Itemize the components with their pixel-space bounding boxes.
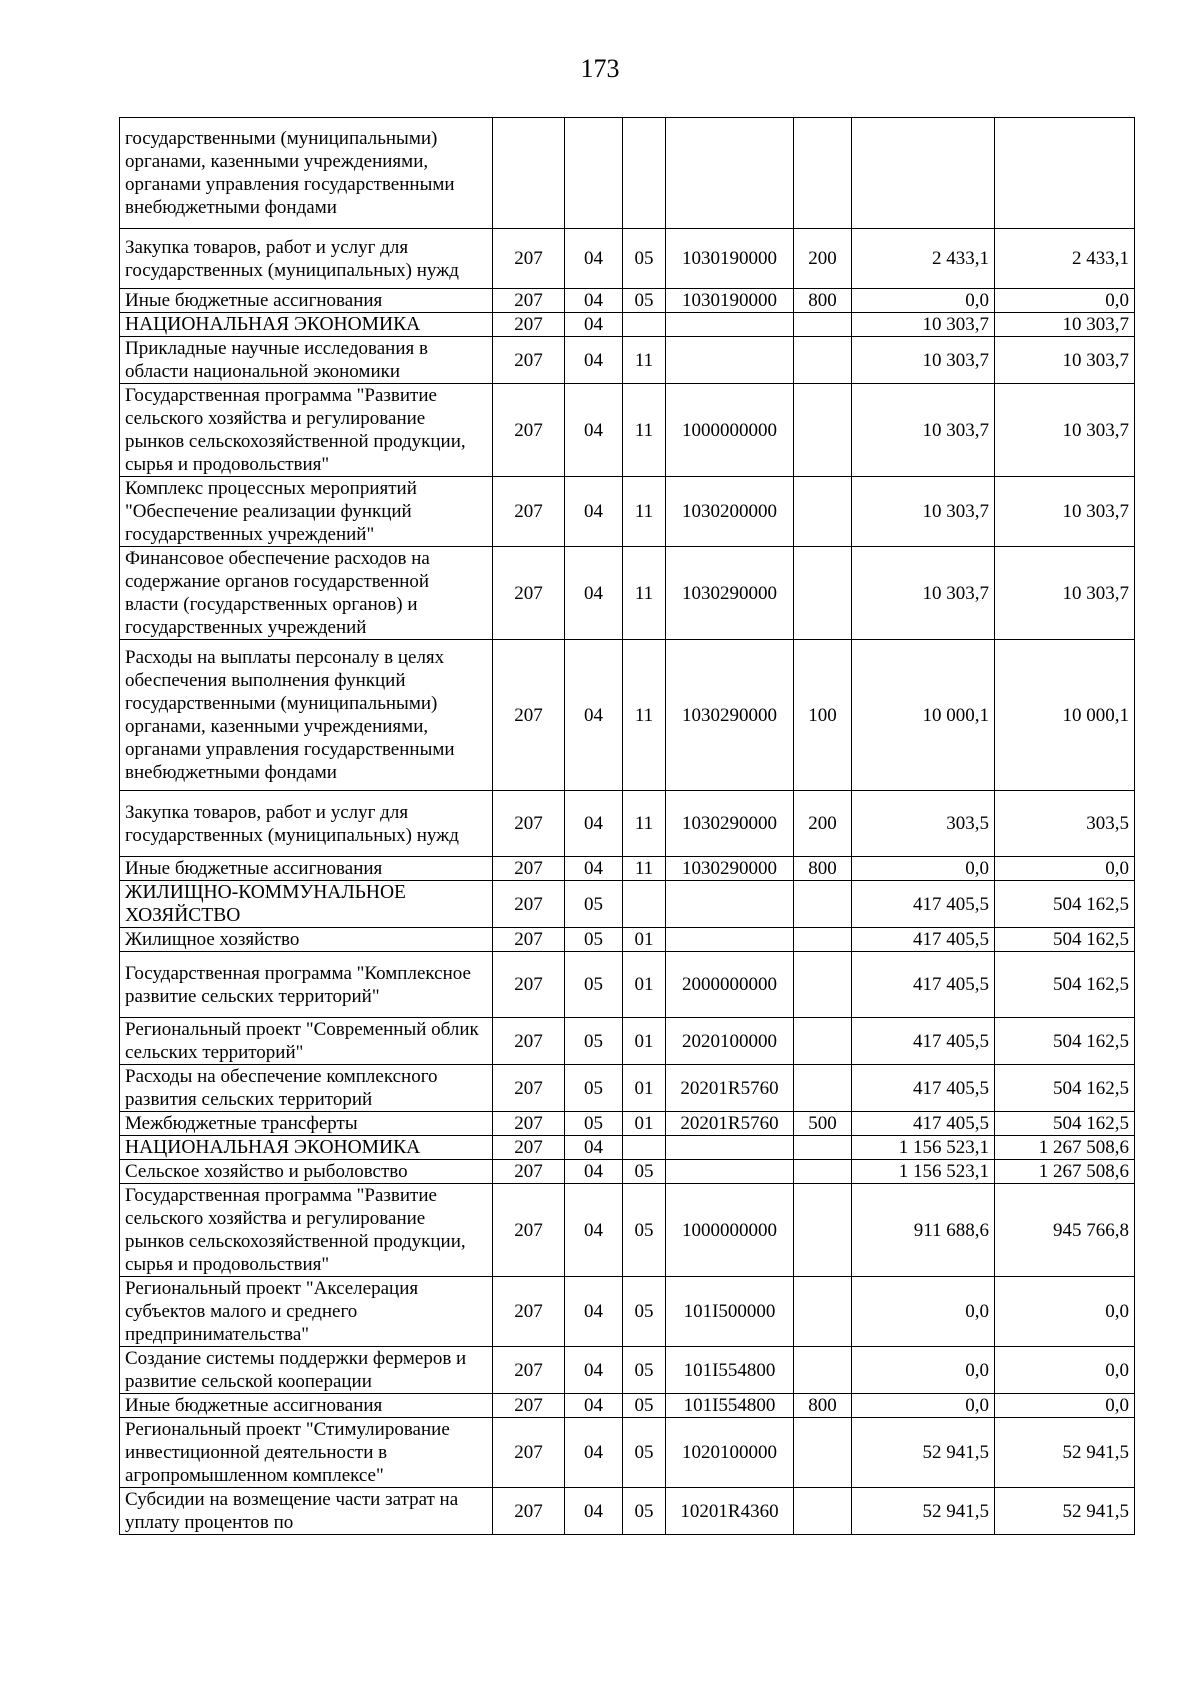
row-sum-first: 0,0: [852, 1347, 995, 1394]
row-expense-type: [794, 1018, 852, 1065]
row-sum-second: 1 267 508,6: [995, 1136, 1135, 1160]
row-subsection-code: 01: [623, 1018, 666, 1065]
row-section-code: 04: [565, 640, 623, 791]
row-name: Региональный проект "Современный облик сельских территорий": [120, 1018, 493, 1065]
row-admin-code: 207: [493, 477, 565, 547]
row-section-code: 04: [565, 384, 623, 477]
row-sum-first: 303,5: [852, 791, 995, 857]
row-name: Расходы на выплаты персоналу в целях обеспечения выполнения функций государственными (муниципальными) органами, казенными учреждениями, органами управления государственными внебюджетными фондами: [120, 640, 493, 791]
row-sum-second: 504 162,5: [995, 1018, 1135, 1065]
row-sum-second: 52 941,5: [995, 1488, 1135, 1535]
row-section-code: 04: [565, 313, 623, 337]
table-row: [120, 1488, 1135, 1535]
row-target-code: 101I554800: [666, 1394, 794, 1418]
row-section-code: 04: [565, 791, 623, 857]
row-name: Региональный проект "Акселерация субъектов малого и среднего предпринимательства": [120, 1277, 493, 1347]
row-sum-first: 911 688,6: [852, 1184, 995, 1277]
row-section-code: 04: [565, 337, 623, 384]
row-sum-second: 10 000,1: [995, 640, 1135, 791]
row-admin-code: 207: [493, 1277, 565, 1347]
row-expense-type: [794, 928, 852, 952]
table-row: [120, 928, 1135, 952]
row-target-code: 1030290000: [666, 857, 794, 881]
row-sum-first: 417 405,5: [852, 1018, 995, 1065]
row-sum-first: 0,0: [852, 857, 995, 881]
row-admin-code: 207: [493, 1347, 565, 1394]
row-expense-type: [794, 477, 852, 547]
row-sum-first: 417 405,5: [852, 952, 995, 1018]
table-row: [120, 289, 1135, 313]
row-admin-code: 207: [493, 337, 565, 384]
row-sum-first: 10 303,7: [852, 384, 995, 477]
row-section-code: 05: [565, 881, 623, 928]
table-row: [120, 118, 1135, 229]
row-subsection-code: 01: [623, 952, 666, 1018]
table-row: [120, 857, 1135, 881]
row-name: Комплекс процессных мероприятий "Обеспечение реализации функций государственных учреждений": [120, 477, 493, 547]
row-name: Закупка товаров, работ и услуг для государственных (муниципальных) нужд: [120, 229, 493, 289]
row-sum-second: 1 267 508,6: [995, 1160, 1135, 1184]
row-target-code: [666, 928, 794, 952]
row-admin-code: 207: [493, 1065, 565, 1112]
row-sum-second: 10 303,7: [995, 337, 1135, 384]
row-sum-second: 10 303,7: [995, 477, 1135, 547]
table-row: [120, 952, 1135, 1018]
row-expense-type: [794, 384, 852, 477]
row-admin-code: 207: [493, 952, 565, 1018]
row-target-code: 1030290000: [666, 791, 794, 857]
row-section-code: 04: [565, 1160, 623, 1184]
row-sum-second: 504 162,5: [995, 1065, 1135, 1112]
row-sum-second: 10 303,7: [995, 313, 1135, 337]
row-expense-type: [794, 1136, 852, 1160]
row-sum-second: 2 433,1: [995, 229, 1135, 289]
row-expense-type: [794, 313, 852, 337]
row-subsection-code: 05: [623, 1184, 666, 1277]
row-subsection-code: [623, 1136, 666, 1160]
row-target-code: [666, 881, 794, 928]
row-expense-type: [794, 1160, 852, 1184]
row-section-code: 05: [565, 928, 623, 952]
row-expense-type: [794, 118, 852, 229]
row-expense-type: 800: [794, 857, 852, 881]
row-name: Иные бюджетные ассигнования: [120, 1394, 493, 1418]
table-row: [120, 384, 1135, 477]
row-target-code: [666, 118, 794, 229]
table-row: [120, 1418, 1135, 1488]
row-subsection-code: 05: [623, 229, 666, 289]
row-section-code: 05: [565, 1065, 623, 1112]
row-sum-second: 0,0: [995, 1394, 1135, 1418]
row-admin-code: 207: [493, 1136, 565, 1160]
row-target-code: 1020100000: [666, 1418, 794, 1488]
row-target-code: 101I500000: [666, 1277, 794, 1347]
row-admin-code: 207: [493, 640, 565, 791]
row-subsection-code: 11: [623, 547, 666, 640]
row-subsection-code: 11: [623, 477, 666, 547]
row-expense-type: 500: [794, 1112, 852, 1136]
row-admin-code: 207: [493, 289, 565, 313]
row-subsection-code: 05: [623, 1277, 666, 1347]
row-sum-second: 10 303,7: [995, 547, 1135, 640]
row-subsection-code: [623, 881, 666, 928]
row-target-code: 2000000000: [666, 952, 794, 1018]
row-section-code: 04: [565, 1347, 623, 1394]
row-target-code: 1030200000: [666, 477, 794, 547]
row-admin-code: 207: [493, 229, 565, 289]
row-name: Финансовое обеспечение расходов на содержание органов государственной власти (государственных органов) и государственных учреждений: [120, 547, 493, 640]
row-sum-second: 504 162,5: [995, 881, 1135, 928]
row-expense-type: 100: [794, 640, 852, 791]
row-target-code: [666, 313, 794, 337]
row-subsection-code: 01: [623, 1112, 666, 1136]
row-name: Государственная программа "Комплексное развитие сельских территорий": [120, 952, 493, 1018]
row-admin-code: [493, 118, 565, 229]
row-expense-type: [794, 881, 852, 928]
row-section-code: 05: [565, 952, 623, 1018]
row-subsection-code: 05: [623, 1347, 666, 1394]
row-name: НАЦИОНАЛЬНАЯ ЭКОНОМИКА: [120, 1136, 493, 1160]
row-section-code: 04: [565, 1277, 623, 1347]
row-sum-first: 0,0: [852, 1277, 995, 1347]
table-row: [120, 881, 1135, 928]
row-subsection-code: 05: [623, 1418, 666, 1488]
row-section-code: 04: [565, 1488, 623, 1535]
row-sum-first: 10 303,7: [852, 337, 995, 384]
row-sum-first: 1 156 523,1: [852, 1160, 995, 1184]
row-name: Государственная программа "Развитие сельского хозяйства и регулирование рынков сельскохозяйственной продукции, сырья и продовольствия": [120, 384, 493, 477]
row-subsection-code: 11: [623, 640, 666, 791]
row-sum-second: 945 766,8: [995, 1184, 1135, 1277]
row-sum-first: 52 941,5: [852, 1488, 995, 1535]
row-admin-code: 207: [493, 313, 565, 337]
row-expense-type: [794, 1488, 852, 1535]
row-name: Субсидии на возмещение части затрат на уплату процентов по: [120, 1488, 493, 1535]
row-admin-code: 207: [493, 1488, 565, 1535]
row-sum-second: 10 303,7: [995, 384, 1135, 477]
row-sum-first: 0,0: [852, 1394, 995, 1418]
row-name: Межбюджетные трансферты: [120, 1112, 493, 1136]
row-target-code: 20201R5760: [666, 1065, 794, 1112]
row-admin-code: 207: [493, 1112, 565, 1136]
row-section-code: 04: [565, 857, 623, 881]
row-section-code: 04: [565, 289, 623, 313]
row-expense-type: 200: [794, 229, 852, 289]
row-admin-code: 207: [493, 1160, 565, 1184]
row-target-code: 1030290000: [666, 547, 794, 640]
row-sum-first: 10 303,7: [852, 477, 995, 547]
row-sum-first: [852, 118, 995, 229]
row-sum-second: 0,0: [995, 1277, 1135, 1347]
row-subsection-code: [623, 313, 666, 337]
row-section-code: 04: [565, 477, 623, 547]
row-admin-code: 207: [493, 1184, 565, 1277]
table-row: [120, 337, 1135, 384]
row-name: Сельское хозяйство и рыболовство: [120, 1160, 493, 1184]
row-sum-second: 0,0: [995, 1347, 1135, 1394]
table-row: [120, 1065, 1135, 1112]
row-sum-second: 0,0: [995, 289, 1135, 313]
row-target-code: 1030190000: [666, 229, 794, 289]
row-subsection-code: 01: [623, 928, 666, 952]
row-subsection-code: 05: [623, 1488, 666, 1535]
row-admin-code: 207: [493, 928, 565, 952]
table-row: [120, 1184, 1135, 1277]
row-sum-first: 2 433,1: [852, 229, 995, 289]
row-subsection-code: 05: [623, 289, 666, 313]
row-sum-first: 10 303,7: [852, 313, 995, 337]
table-row: [120, 1394, 1135, 1418]
row-name: Создание системы поддержки фермеров и развитие сельской кооперации: [120, 1347, 493, 1394]
row-expense-type: [794, 1418, 852, 1488]
row-section-code: [565, 118, 623, 229]
row-subsection-code: 11: [623, 337, 666, 384]
row-target-code: 2020100000: [666, 1018, 794, 1065]
row-section-code: 04: [565, 1394, 623, 1418]
row-admin-code: 207: [493, 1418, 565, 1488]
row-name: государственными (муниципальными) органами, казенными учреждениями, органами управления государственными внебюджетными фондами: [120, 118, 493, 229]
row-subsection-code: [623, 118, 666, 229]
row-name: Иные бюджетные ассигнования: [120, 857, 493, 881]
row-sum-second: 0,0: [995, 857, 1135, 881]
row-target-code: [666, 337, 794, 384]
row-admin-code: 207: [493, 857, 565, 881]
row-name: ЖИЛИЩНО-КОММУНАЛЬНОЕ ХОЗЯЙСТВО: [120, 881, 493, 928]
row-expense-type: 800: [794, 289, 852, 313]
row-expense-type: [794, 1277, 852, 1347]
row-subsection-code: 01: [623, 1065, 666, 1112]
row-name: Государственная программа "Развитие сельского хозяйства и регулирование рынков сельскохозяйственной продукции, сырья и продовольствия": [120, 1184, 493, 1277]
row-target-code: 101I554800: [666, 1347, 794, 1394]
row-name: НАЦИОНАЛЬНАЯ ЭКОНОМИКА: [120, 313, 493, 337]
row-subsection-code: 05: [623, 1160, 666, 1184]
table-row: [120, 1160, 1135, 1184]
row-subsection-code: 11: [623, 384, 666, 477]
row-admin-code: 207: [493, 1018, 565, 1065]
table-row: [120, 477, 1135, 547]
row-sum-second: 504 162,5: [995, 1112, 1135, 1136]
row-section-code: 04: [565, 547, 623, 640]
row-sum-second: 504 162,5: [995, 952, 1135, 1018]
row-target-code: 1000000000: [666, 1184, 794, 1277]
row-admin-code: 207: [493, 1394, 565, 1418]
row-section-code: 04: [565, 229, 623, 289]
row-sum-second: 303,5: [995, 791, 1135, 857]
row-sum-first: 10 000,1: [852, 640, 995, 791]
row-name: Жилищное хозяйство: [120, 928, 493, 952]
row-target-code: 10201R4360: [666, 1488, 794, 1535]
row-name: Иные бюджетные ассигнования: [120, 289, 493, 313]
table-row: [120, 547, 1135, 640]
row-subsection-code: 11: [623, 791, 666, 857]
row-section-code: 04: [565, 1418, 623, 1488]
row-sum-second: 504 162,5: [995, 928, 1135, 952]
row-section-code: 05: [565, 1112, 623, 1136]
table-row: [120, 1112, 1135, 1136]
row-admin-code: 207: [493, 881, 565, 928]
budget-table-body: [120, 118, 1135, 1535]
row-name: Расходы на обеспечение комплексного развития сельских территорий: [120, 1065, 493, 1112]
row-expense-type: [794, 952, 852, 1018]
row-sum-first: 10 303,7: [852, 547, 995, 640]
row-sum-first: 417 405,5: [852, 1112, 995, 1136]
row-expense-type: [794, 1347, 852, 1394]
table-row: [120, 1277, 1135, 1347]
row-expense-type: [794, 547, 852, 640]
row-section-code: 04: [565, 1184, 623, 1277]
row-section-code: 05: [565, 1018, 623, 1065]
row-expense-type: [794, 1065, 852, 1112]
row-target-code: [666, 1160, 794, 1184]
row-admin-code: 207: [493, 547, 565, 640]
page-number: 173: [580, 54, 620, 83]
table-row: [120, 313, 1135, 337]
table-row: [120, 1018, 1135, 1065]
row-admin-code: 207: [493, 791, 565, 857]
row-expense-type: [794, 1184, 852, 1277]
row-sum-first: 0,0: [852, 289, 995, 313]
row-target-code: 1030190000: [666, 289, 794, 313]
row-sum-first: 52 941,5: [852, 1418, 995, 1488]
row-sum-first: 417 405,5: [852, 1065, 995, 1112]
row-subsection-code: 11: [623, 857, 666, 881]
row-target-code: 1030290000: [666, 640, 794, 791]
table-row: [120, 791, 1135, 857]
row-target-code: 1000000000: [666, 384, 794, 477]
table-row: [120, 1136, 1135, 1160]
row-sum-second: [995, 118, 1135, 229]
row-expense-type: 200: [794, 791, 852, 857]
row-name: Региональный проект "Стимулирование инвестиционной деятельности в агропромышленном комплексе": [120, 1418, 493, 1488]
row-name: Закупка товаров, работ и услуг для государственных (муниципальных) нужд: [120, 791, 493, 857]
row-sum-first: 1 156 523,1: [852, 1136, 995, 1160]
table-row: [120, 229, 1135, 289]
row-sum-first: 417 405,5: [852, 881, 995, 928]
row-target-code: 20201R5760: [666, 1112, 794, 1136]
row-sum-second: 52 941,5: [995, 1418, 1135, 1488]
row-expense-type: [794, 337, 852, 384]
table-row: [120, 640, 1135, 791]
budget-table: [119, 117, 1135, 1535]
row-target-code: [666, 1136, 794, 1160]
row-sum-first: 417 405,5: [852, 928, 995, 952]
row-expense-type: 800: [794, 1394, 852, 1418]
table-row: [120, 1347, 1135, 1394]
row-name: Прикладные научные исследования в области национальной экономики: [120, 337, 493, 384]
row-admin-code: 207: [493, 384, 565, 477]
row-section-code: 04: [565, 1136, 623, 1160]
row-subsection-code: 05: [623, 1394, 666, 1418]
